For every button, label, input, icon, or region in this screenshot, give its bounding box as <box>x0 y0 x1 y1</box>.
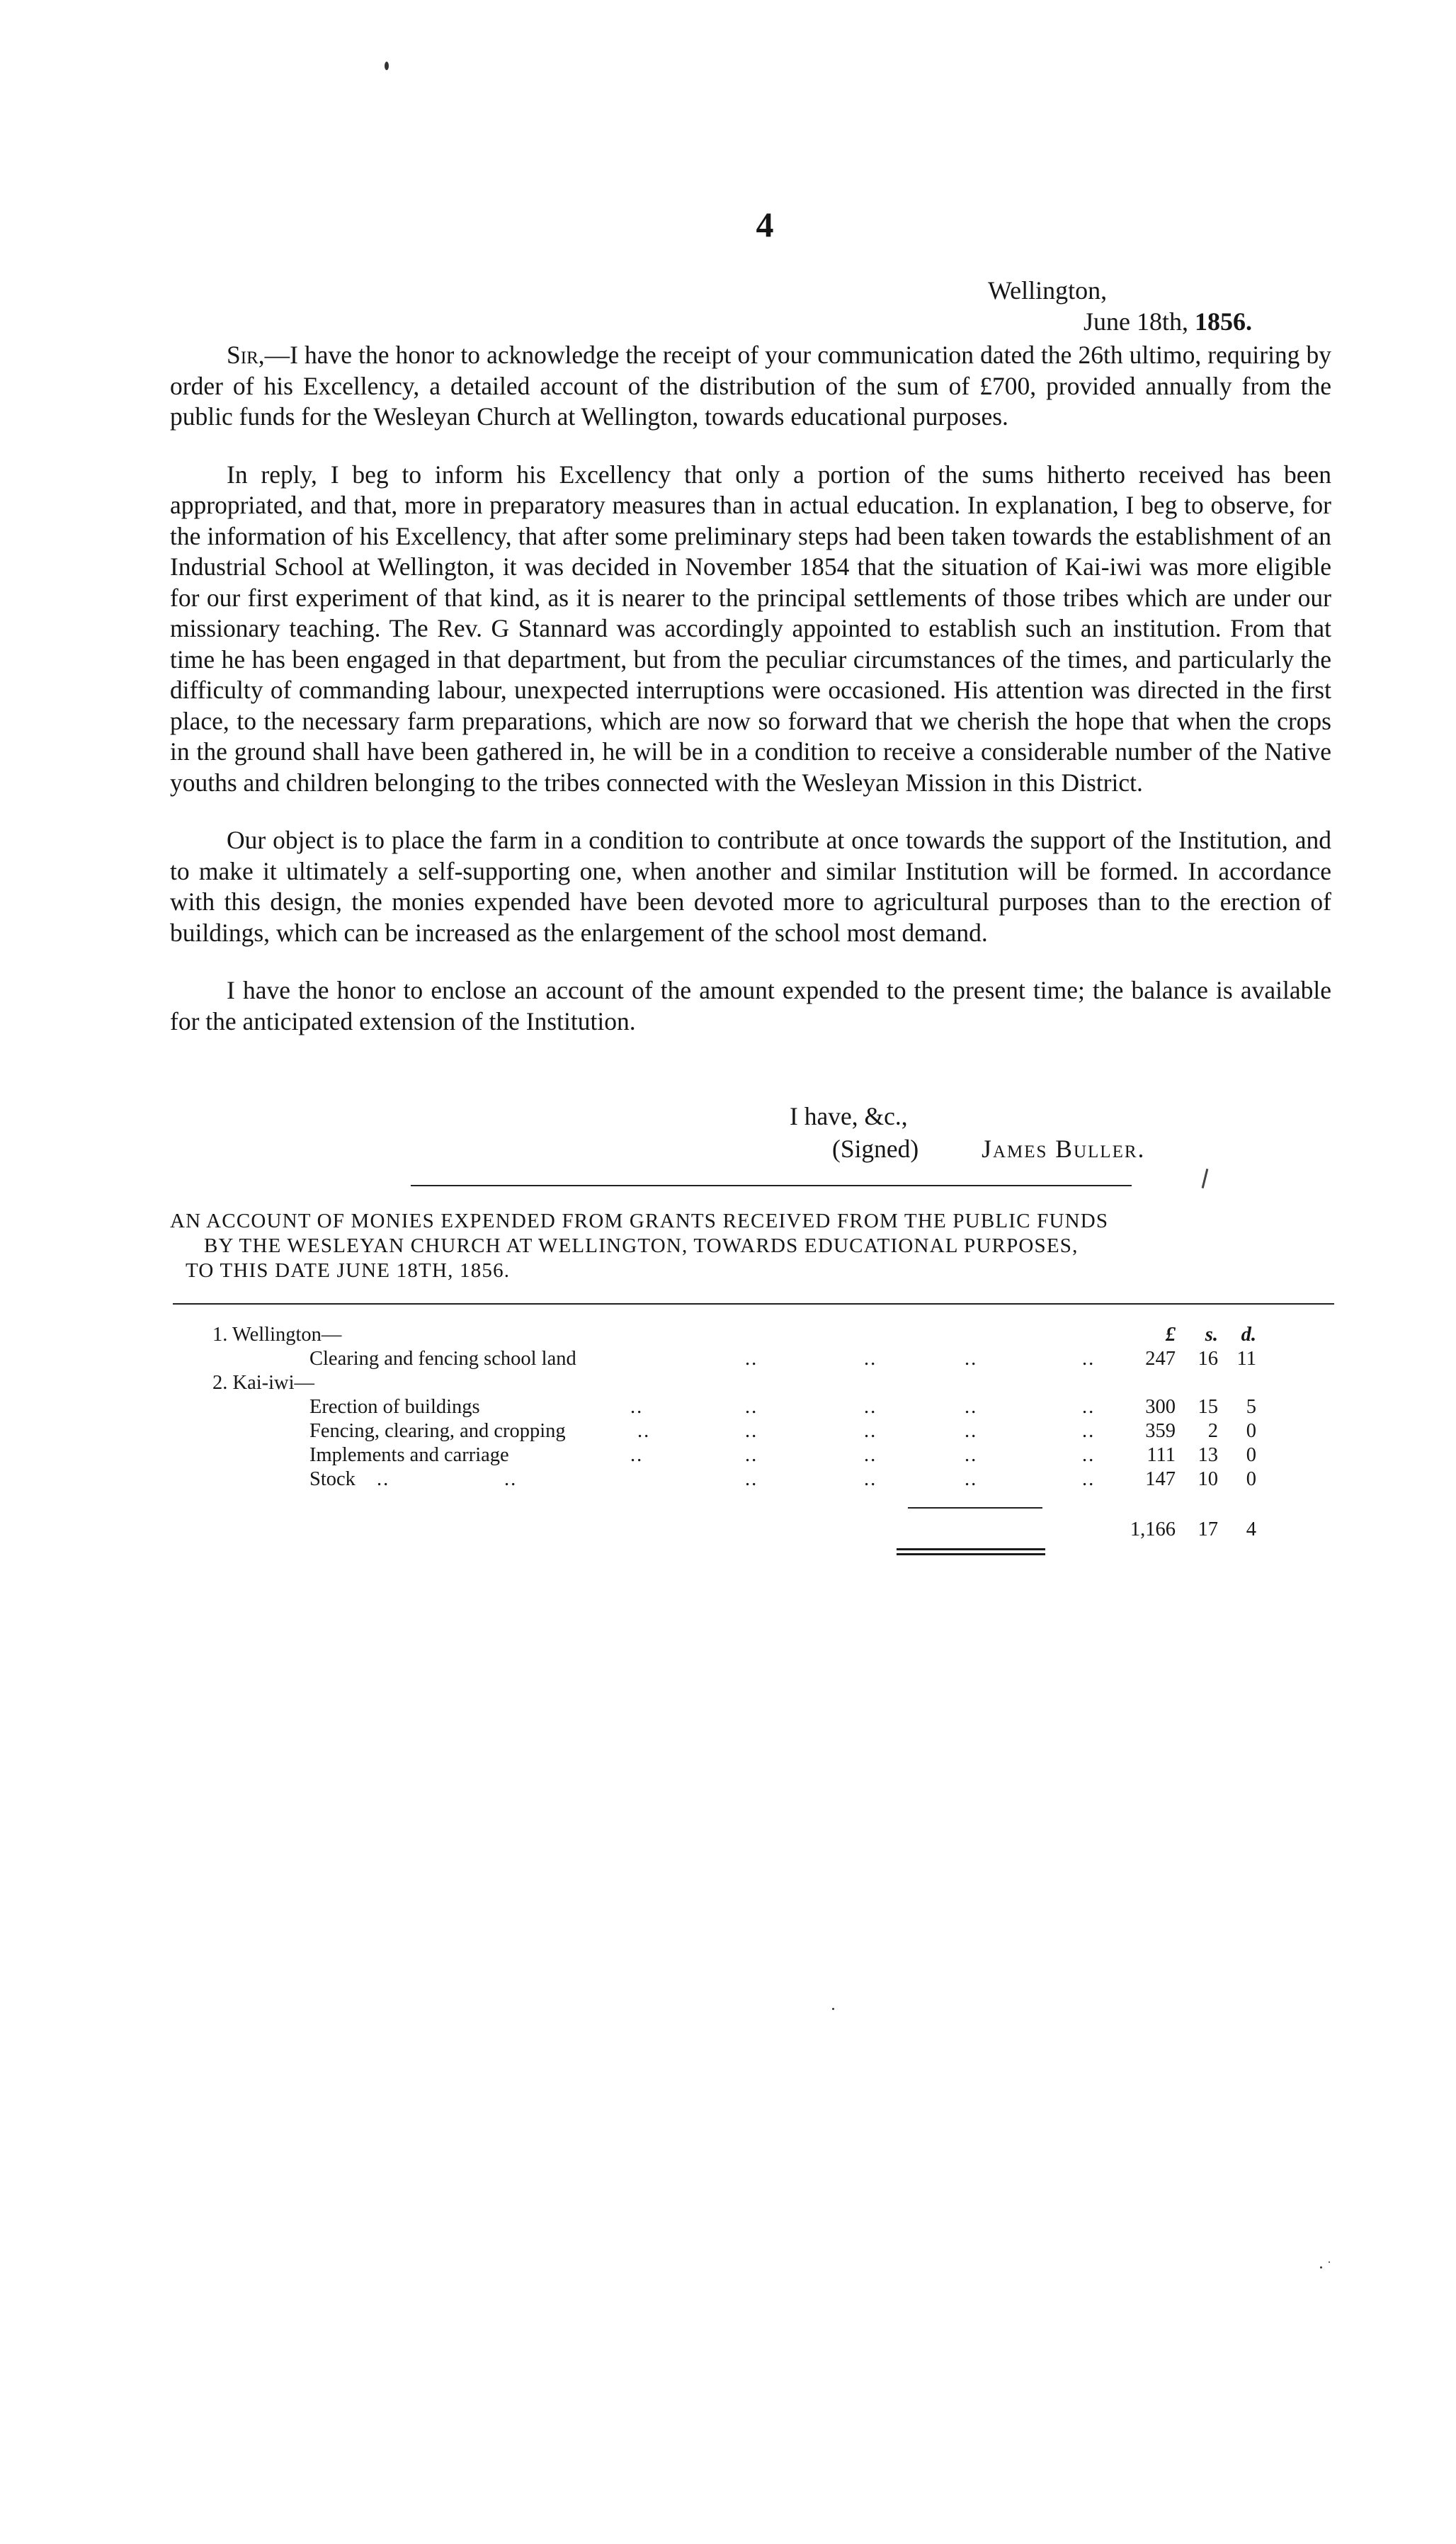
sum-rule <box>908 1507 1042 1509</box>
dot-leader: .. <box>965 1396 978 1418</box>
ink-speck-right-2 <box>1329 2261 1330 2263</box>
dateline-date <box>871 306 1324 337</box>
item-pence: 0 <box>1246 1420 1256 1442</box>
dateline-year: 1856. <box>1195 307 1252 336</box>
account-table <box>212 1323 1275 1492</box>
section-label-wellington: 1. Wellington— <box>212 1324 342 1346</box>
account-item-row <box>212 1395 1275 1419</box>
letter-paragraph-1 <box>170 340 1331 433</box>
total-pounds: 1,166 <box>1130 1518 1176 1540</box>
account-heading-line-1: AN ACCOUNT OF MONIES EXPENDED FROM GRANTS RECEIVED FROM THE PUBLIC FUNDS <box>170 1210 1109 1232</box>
dot-leader: .. <box>1082 1468 1096 1490</box>
section-divider <box>411 1185 1132 1186</box>
item-label: Implements and carriage <box>309 1444 509 1466</box>
total-pence: 4 <box>1246 1518 1256 1540</box>
salutation: Sir, <box>227 341 265 369</box>
total-double-rule-upper <box>897 1548 1045 1550</box>
pencil-mark <box>1202 1169 1209 1188</box>
dot-leader: .. <box>965 1468 978 1490</box>
closing-compliment: I have, &c., <box>790 1102 908 1130</box>
dot-leader: .. <box>864 1348 877 1370</box>
signed-label: (Signed) <box>832 1135 919 1163</box>
account-item-row <box>212 1467 1275 1492</box>
dateline-day: June 18th, <box>1084 307 1188 336</box>
total-shillings: 17 <box>1198 1518 1218 1540</box>
item-pounds: 111 <box>1147 1444 1176 1466</box>
shillings-column-header: s. <box>1205 1324 1218 1346</box>
item-pence: 11 <box>1236 1348 1256 1370</box>
account-item-row <box>212 1347 1275 1371</box>
item-label: Erection of buildings <box>309 1396 480 1418</box>
item-label: Clearing and fencing school land <box>309 1348 576 1370</box>
letter-paragraph-4: I have the honor to enclose an account of the amount expended to the present time; the balance is available for the anticipated extension of the Institution. <box>170 976 1331 1035</box>
dot-leader: .. <box>965 1348 978 1370</box>
item-shillings: 10 <box>1198 1468 1218 1490</box>
account-heading-line-3: TO THIS DATE JUNE 18TH, 1856. <box>186 1259 511 1282</box>
account-heading-line-2: BY THE WESLEYAN CHURCH AT WELLINGTON, TOWARDS EDUCATIONAL PURPOSES, <box>204 1234 1079 1257</box>
dot-leader: .. <box>965 1420 978 1442</box>
dot-leader: .. <box>864 1420 877 1442</box>
dateline <box>871 275 1324 337</box>
item-pounds: 300 <box>1145 1396 1176 1418</box>
dot-leader: .. <box>745 1444 758 1466</box>
letter-paragraph-2: In reply, I beg to inform his Excellency that only a portion of the sums hitherto received has been appropriated, and that, more in preparatory measures than in actual education. In explanation, I beg to observe, for the information of his Excellency, that after some preliminary steps had been taken towards the establishment of an Industrial School at Wellington, it was decided in November 1854 that the situation of Kai-iwi was more eligible for our first experiment of that kind, as it is nearer to the principal settlements of those tribes which are under our missionary teaching. The Rev. G Stannard was accordingly appointed to establish such an institution. From that time he has been engaged in that department, but from the peculiar circumstances of the times, and particularly the difficulty of commanding labour, unexpected interruptions were occasioned. His attention was directed in the first place, to the necessary farm preparations, which are now so forward that we cherish the hope that when the crops in the ground shall have been gathered in, he will be in a condition to receive a considerable number of the Native youths and children belonging to the tribes connected with the Wesleyan Mission in this District. <box>170 460 1331 797</box>
dot-leader: .. <box>1082 1396 1096 1418</box>
dot-leader: .. <box>1082 1444 1096 1466</box>
pence-column-header: d. <box>1241 1324 1256 1346</box>
item-pounds: 247 <box>1145 1348 1176 1370</box>
dot-leader: .. <box>1082 1420 1096 1442</box>
dot-leader: .. <box>504 1468 518 1490</box>
page-number: 4 <box>756 205 774 244</box>
item-shillings: 16 <box>1198 1348 1218 1370</box>
item-pence: 5 <box>1246 1396 1256 1418</box>
dot-leader: .. <box>630 1444 644 1466</box>
item-shillings: 13 <box>1198 1444 1218 1466</box>
section-label-kai-iwi: 2. Kai-iwi— <box>212 1372 315 1394</box>
item-shillings: 2 <box>1207 1420 1218 1442</box>
table-top-rule <box>173 1303 1334 1305</box>
account-section-row <box>212 1323 1275 1347</box>
dot-leader: .. <box>637 1420 651 1442</box>
item-shillings: 15 <box>1198 1396 1218 1418</box>
dot-leader: .. <box>864 1396 877 1418</box>
dot-leader: .. <box>745 1420 758 1442</box>
letter-closing <box>790 1100 1299 1165</box>
dot-leader: .. <box>745 1396 758 1418</box>
account-heading <box>170 1209 1338 1283</box>
closing-signature-line <box>790 1132 1299 1165</box>
dot-leader: .. <box>965 1444 978 1466</box>
letter-body <box>170 340 1331 1064</box>
dateline-place: Wellington, <box>988 276 1108 305</box>
dot-leader: .. <box>377 1468 390 1490</box>
account-section-row <box>212 1371 1275 1395</box>
paragraph-1-text: —I have the honor to acknowledge the receipt of your communication dated the 26th ultimo, requiring by order of his Excellency, a detailed account of the distribution of the sum of £700, provided annually from the public funds for the Wesleyan Church at Wellington, towards educational purposes. <box>170 341 1331 431</box>
item-label: Fencing, clearing, and cropping <box>309 1420 566 1442</box>
ink-speck-top <box>385 62 389 70</box>
item-pence: 0 <box>1246 1444 1256 1466</box>
ink-speck-right <box>1320 2266 1322 2268</box>
dot-leader: .. <box>864 1444 877 1466</box>
letter-paragraph-3: Our object is to place the farm in a condition to contribute at once towards the support of the Institution, and to make it ultimately a self-supporting one, when another and similar Institution will be formed. In accordance with this design, the monies expended have been devoted more to agricultural purposes than to the erection of buildings, which can be increased as the enlargement of the school most demand. <box>170 826 1331 947</box>
account-total-row <box>212 1516 1275 1544</box>
ink-speck-middle <box>832 2008 834 2010</box>
dot-leader: .. <box>745 1468 758 1490</box>
dot-leader: .. <box>745 1348 758 1370</box>
account-item-row <box>212 1443 1275 1467</box>
dot-leader: .. <box>864 1468 877 1490</box>
dot-leader: .. <box>630 1396 644 1418</box>
item-pounds: 147 <box>1145 1468 1176 1490</box>
item-pounds: 359 <box>1145 1420 1176 1442</box>
total-double-rule-lower <box>897 1553 1045 1555</box>
account-item-row <box>212 1419 1275 1443</box>
pounds-column-header: £ <box>1165 1324 1176 1346</box>
item-label: Stock <box>309 1468 356 1490</box>
dot-leader: .. <box>1082 1348 1096 1370</box>
item-pence: 0 <box>1246 1468 1256 1490</box>
signer-name: James Buller. <box>982 1135 1146 1163</box>
